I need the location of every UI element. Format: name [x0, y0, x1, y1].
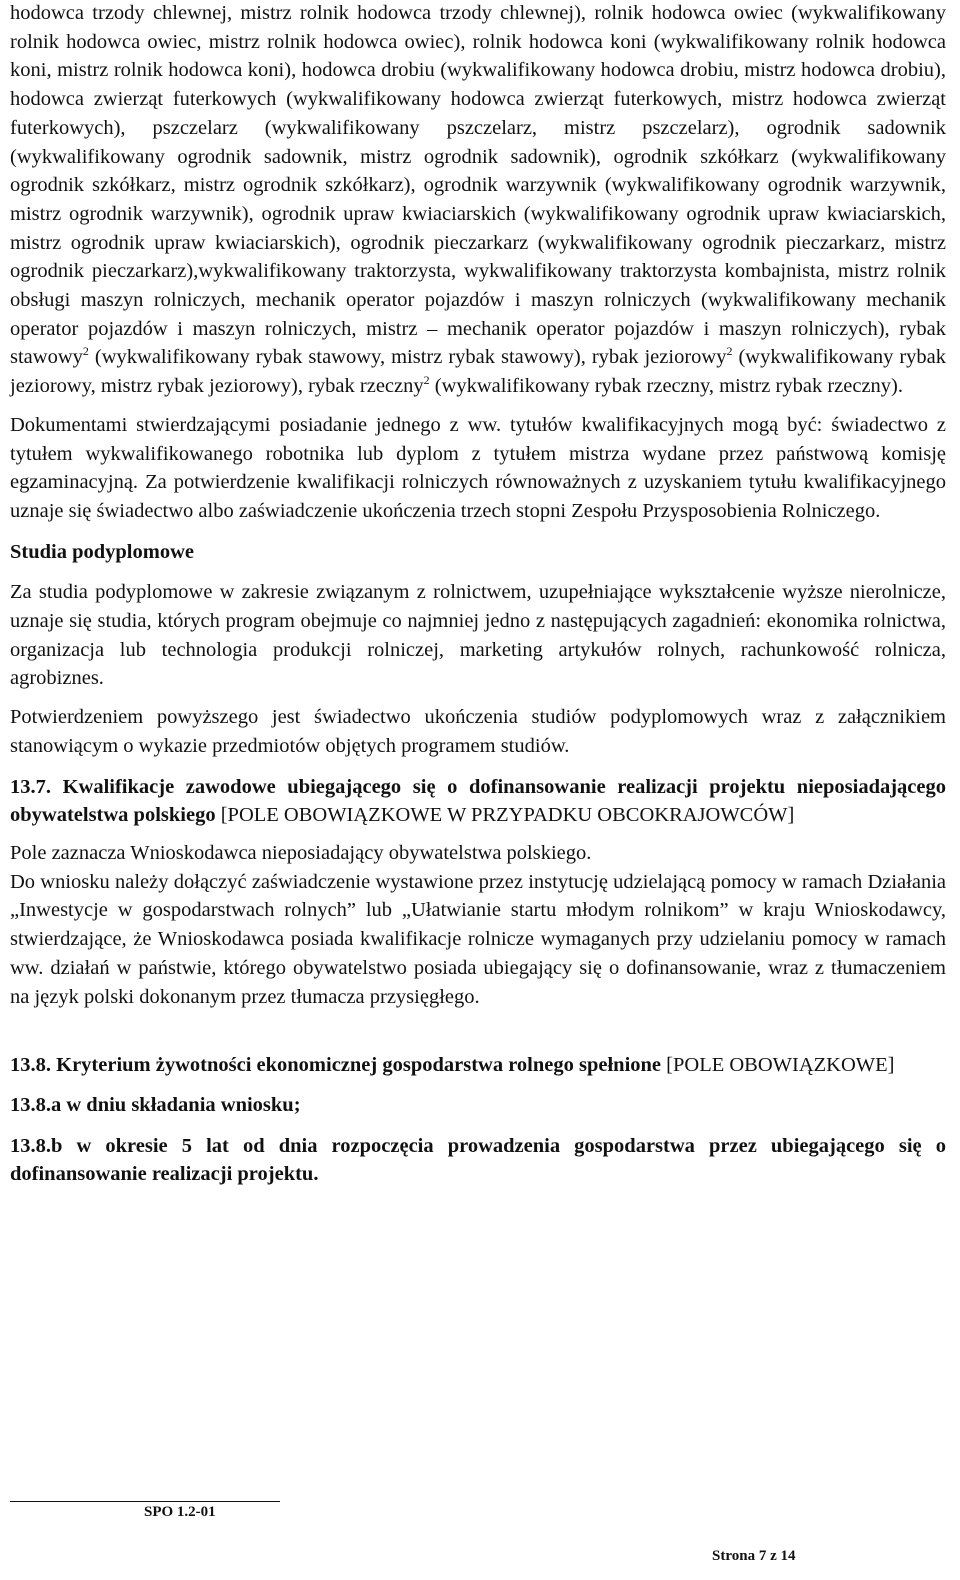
heading-bold-text: 13.8. Kryterium żywotności ekonomicznej gospodarstwa rolnego spełnione [10, 1054, 662, 1077]
paragraph-text: (wykwalifikowany rybak jeziorowy, mistrz rybak jeziorowy), rybak rzeczny [10, 346, 946, 398]
confirmation-paragraph: Potwierdzeniem powyższego jest świadectwo ukończenia studiów podyplomowych wraz z załącznikiem stanowiącym o wykazie przedmiotów objętych programem studiów. [10, 706, 946, 757]
postgraduate-paragraph: Za studia podyplomowe w zakresie związanym z rolnictwem, uzupełniające wykształcenie wyższe nierolnicze, uznaje się studia, których program obejmuje co najmniej jedno z następujących zagadnień: ekonomika rolnictwa, organizacja lub technologia produkcji rolniczej, marketing artykułów rolnych, rachunkowość rolnicza, agrobiznes. [10, 581, 946, 690]
footnote-ref: 2 [82, 344, 89, 359]
heading-bold-text: 13.7. Kwalifikacje zawodowe ubiegającego się o dofinansowanie realizacji projektu nieposiadającego obywatelstwa polskiego [10, 775, 946, 827]
section-heading-studia: Studia podyplomowe [10, 540, 194, 563]
qualifications-list-paragraph [10, 0, 946, 401]
subsection-13-8-b: 13.8.b w okresie 5 lat od dnia rozpoczęcia prowadzenia gospodarstwa przez ubiegającego się o dofinansowanie realizacji projektu. [10, 1134, 946, 1186]
subsection-13-8-a: 13.8.a w dniu składania wniosku; [10, 1093, 301, 1116]
documents-paragraph: Dokumentami stwierdzającymi posiadanie jednego z ww. tytułów kwalifikacyjnych mogą być: świadectwo z tytułem wykwalifikowanego robotnika lub dyplom z tytułem mistrza wydane przez państwową komisję egzaminacyjną. Za potwierdzenie kwalifikacji rolniczych równoważnych z uzyskaniem tytułu kwalifikacyjnego uznaje się świadectwo albo zaświadczenie ukończenia trzech stopni Zespołu Przysposobienia Rolniczego. [10, 413, 946, 522]
attachment-paragraph: Do wniosku należy dołączyć zaświadczenie wystawione przez instytucję udzielającą pomocy w ramach Działania „Inwestycje w gospodarstwach rolnych” lub „Ułatwianie startu młodym rolnikom” w kraju Wnioskodawcy, stwierdzające, że Wnioskodawca posiada kwalifikacje rolnicze wymaganych przy udzielaniu pomocy w ramach ww. działań w państwie, którego obywatelstwo posiada ubiegający się o dofinansowanie, wraz z tłumaczeniem na język polski dokonanym przez tłumacza przysięgłego. [10, 870, 946, 1008]
section-heading-13-8 [10, 1051, 946, 1080]
section-heading-13-7 [10, 773, 946, 830]
document-page [10, 0, 946, 1189]
footnote-ref: 2 [726, 344, 733, 359]
paragraph-text: hodowca trzody chlewnej, mistrz rolnik hodowca trzody chlewnej), rolnik hodowca owiec (wykwalifikowany rolnik hodowca owiec, mistrz rolnik hodowca owiec), rolnik hodowca koni (wykwalifikowany rolnik hodowca koni, mistrz rolnik hodowca koni), hodowca drobiu (wykwalifikowany hodowca drobiu, mistrz hodowca drobiu), hodowca zwierząt futerkowych (wykwalifikowany hodowca zwierząt futerkowych, mistrz hodowca zwierząt futerkowych), pszczelarz (wykwalifikowany pszczelarz, mistrz pszczelarz), ogrodnik sadownik (wykwalifikowany ogrodnik sadownik, mistrz ogrodnik sadownik), ogrodnik szkółkarz (wykwalifikowany ogrodnik szkółkarz, mistrz ogrodnik szkółkarz), ogrodnik warzywnik (wykwalifikowany ogrodnik warzywnik, mistrz ogrodnik warzywnik), ogrodnik upraw kwiaciarskich (wykwalifikowany ogrodnik upraw kwiaciarskich, mistrz ogrodnik upraw kwiaciarskich), ogrodnik pieczarkarz (wykwalifikowany ogrodnik pieczarkarz, mistrz ogrodnik pieczarkarz),wykwalifikowany traktorzysta, wykwalifikowany traktorzysta kombajnista, mistrz rolnik obsługi maszyn rolniczych, mechanik operator pojazdów i maszyn rolniczych (wykwalifikowany mechanik operator pojazdów i maszyn rolniczych, mistrz – mechanik operator pojazdów i maszyn rolniczych), rybak stawowy [10, 2, 946, 369]
footer-divider [10, 1501, 280, 1502]
heading-normal-text: [POLE OBOWIĄZKOWE] [661, 1054, 895, 1077]
footer-page-number: Strona 7 z 14 [712, 1548, 796, 1564]
heading-normal-text: [POLE OBOWIĄZKOWE W PRZYPADKU OBCOKRAJOWCÓW] [215, 804, 795, 827]
field-note-paragraph: Pole zaznacza Wnioskodawca nieposiadający obywatelstwa polskiego. [10, 841, 592, 864]
footnote-ref: 2 [423, 373, 430, 388]
footer-document-code: SPO 1.2-01 [144, 1504, 216, 1520]
paragraph-text: (wykwalifikowany rybak stawowy, mistrz rybak stawowy), rybak jeziorowy [88, 346, 727, 369]
paragraph-text: (wykwalifikowany rybak rzeczny, mistrz rybak rzeczny). [429, 375, 904, 398]
